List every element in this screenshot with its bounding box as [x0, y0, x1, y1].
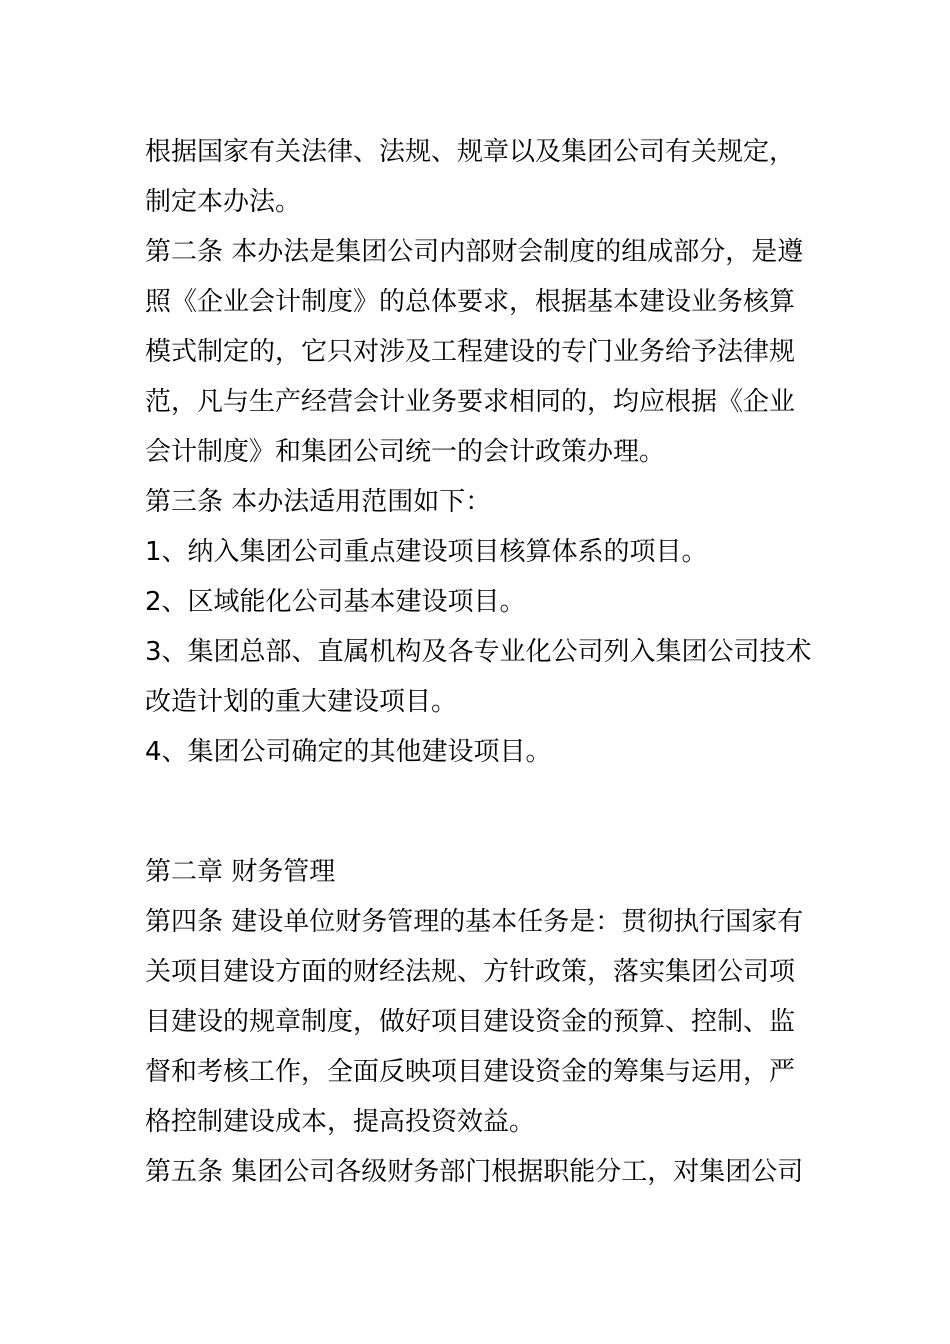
- text-line-4: 照《企业会计制度》的总体要求，根据基本建设业务核算: [145, 287, 796, 317]
- text-line-12: 改造计划的重大建设项目。: [145, 687, 458, 717]
- text-line-2: 制定本办法。: [145, 187, 302, 217]
- text-line-5: 模式制定的，它只对涉及工程建设的专门业务给予法律规: [145, 337, 796, 367]
- text-line-3: 第二条 本办法是集团公司内部财会制度的组成部分，是遵: [145, 237, 804, 267]
- text-line-16: 关项目建设方面的财经法规、方针政策，落实集团公司项: [145, 957, 796, 987]
- text-line-8: 第三条 本办法适用范围如下：: [145, 487, 492, 517]
- text-line-6: 范，凡与生产经营会计业务要求相同的，均应根据《企业: [145, 387, 796, 417]
- text-line-13: 4、集团公司确定的其他建设项目。: [145, 737, 552, 767]
- text-line-19: 格控制建设成本，提高投资效益。: [145, 1107, 536, 1137]
- text-line-1: 根据国家有关法律、法规、规章以及集团公司有关规定，: [145, 137, 796, 167]
- text-line-11: 3、集团总部、直属机构及各专业化公司列入集团公司技术: [145, 637, 812, 667]
- text-line-18: 督和考核工作，全面反映项目建设资金的筹集与运用，严: [145, 1057, 796, 1087]
- text-line-9: 1、纳入集团公司重点建设项目核算体系的项目。: [145, 537, 708, 567]
- text-line-15: 第四条 建设单位财务管理的基本任务是：贯彻执行国家有: [145, 907, 804, 937]
- text-line-20: 第五条 集团公司各级财务部门根据职能分工，对集团公司: [145, 1157, 804, 1187]
- text-line-17: 目建设的规章制度，做好项目建设资金的预算、控制、监: [145, 1007, 796, 1037]
- text-line-7: 会计制度》和集团公司统一的会计政策办理。: [145, 437, 666, 467]
- text-line-10: 2、区域能化公司基本建设项目。: [145, 587, 526, 617]
- chapter-heading: 第二章 财务管理: [145, 857, 336, 887]
